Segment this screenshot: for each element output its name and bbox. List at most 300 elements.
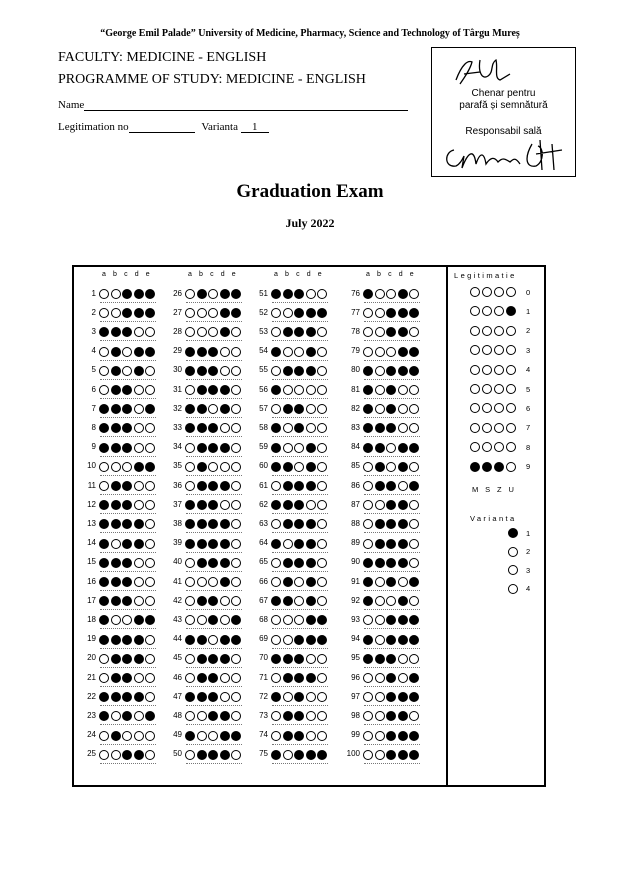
question-number: 62	[259, 499, 268, 509]
empty-bubble	[231, 443, 241, 453]
question-number: 50	[173, 749, 182, 759]
empty-bubble	[145, 750, 155, 760]
empty-bubble	[271, 673, 281, 683]
empty-bubble	[283, 423, 293, 433]
filled-bubble	[409, 443, 419, 453]
empty-bubble	[294, 347, 304, 357]
empty-bubble	[271, 366, 281, 376]
question-number: 7	[91, 403, 96, 413]
empty-bubble	[306, 404, 316, 414]
filled-bubble	[306, 673, 316, 683]
filled-bubble	[283, 673, 293, 683]
filled-bubble	[398, 462, 408, 472]
option-header: a b c d e	[188, 271, 239, 278]
question-number: 66	[259, 576, 268, 586]
filled-bubble	[208, 385, 218, 395]
empty-bubble	[363, 731, 373, 741]
empty-bubble	[375, 366, 385, 376]
empty-bubble	[470, 384, 480, 394]
dotted-guide	[364, 590, 420, 591]
empty-bubble	[409, 385, 419, 395]
dotted-guide	[272, 609, 328, 610]
dotted-guide	[186, 340, 242, 341]
empty-bubble	[271, 731, 281, 741]
filled-bubble	[134, 539, 144, 549]
dotted-guide	[364, 436, 420, 437]
filled-bubble	[111, 404, 121, 414]
empty-bubble	[506, 365, 516, 375]
question-number: 92	[351, 595, 360, 605]
filled-bubble	[283, 404, 293, 414]
filled-bubble	[283, 577, 293, 587]
filled-bubble	[208, 443, 218, 453]
filled-bubble	[363, 366, 373, 376]
filled-bubble	[111, 635, 121, 645]
filled-bubble	[317, 635, 327, 645]
empty-bubble	[283, 385, 293, 395]
empty-bubble	[283, 615, 293, 625]
filled-bubble	[294, 558, 304, 568]
dotted-guide	[100, 648, 156, 649]
filled-bubble	[111, 596, 121, 606]
dotted-guide	[272, 552, 328, 553]
empty-bubble	[220, 673, 230, 683]
filled-bubble	[220, 711, 230, 721]
programme-line: PROGRAMME OF STUDY: MEDICINE - ENGLISH	[58, 72, 366, 87]
question-number: 41	[173, 576, 182, 586]
filled-bubble	[398, 750, 408, 760]
empty-bubble	[185, 481, 195, 491]
empty-bubble	[134, 443, 144, 453]
question-number: 33	[173, 422, 182, 432]
filled-bubble	[386, 366, 396, 376]
dotted-guide	[100, 744, 156, 745]
empty-bubble	[317, 654, 327, 664]
empty-bubble	[111, 539, 121, 549]
filled-bubble	[494, 462, 504, 472]
filled-bubble	[398, 308, 408, 318]
varianta-value: 1	[241, 121, 269, 133]
empty-bubble	[409, 539, 419, 549]
dotted-guide	[186, 360, 242, 361]
filled-bubble	[197, 654, 207, 664]
dotted-guide	[272, 744, 328, 745]
filled-bubble	[134, 692, 144, 702]
empty-bubble	[134, 577, 144, 587]
empty-bubble	[375, 347, 385, 357]
filled-bubble	[185, 366, 195, 376]
name-label: Name	[58, 99, 85, 111]
empty-bubble	[283, 443, 293, 453]
question-number: 31	[173, 384, 182, 394]
question-number: 89	[351, 538, 360, 548]
dotted-guide	[272, 705, 328, 706]
question-number: 73	[259, 710, 268, 720]
dotted-guide	[272, 456, 328, 457]
question-number: 34	[173, 442, 182, 452]
empty-bubble	[134, 673, 144, 683]
filled-bubble	[220, 443, 230, 453]
empty-bubble	[283, 347, 293, 357]
empty-bubble	[122, 366, 132, 376]
filled-bubble	[409, 731, 419, 741]
question-number: 28	[173, 326, 182, 336]
question-number: 98	[351, 710, 360, 720]
question-number: 60	[259, 461, 268, 471]
empty-bubble	[231, 385, 241, 395]
filled-bubble	[363, 289, 373, 299]
filled-bubble	[197, 443, 207, 453]
legitimation-digit: 3	[526, 345, 531, 355]
dotted-guide	[186, 686, 242, 687]
filled-bubble	[197, 366, 207, 376]
empty-bubble	[283, 308, 293, 318]
empty-bubble	[111, 615, 121, 625]
name-blank	[84, 99, 408, 111]
empty-bubble	[386, 462, 396, 472]
empty-bubble	[208, 462, 218, 472]
filled-bubble	[220, 577, 230, 587]
filled-bubble	[398, 539, 408, 549]
empty-bubble	[197, 327, 207, 337]
filled-bubble	[145, 462, 155, 472]
empty-bubble	[386, 443, 396, 453]
question-number: 20	[87, 653, 96, 663]
dotted-guide	[186, 494, 242, 495]
dotted-guide	[186, 513, 242, 514]
question-number: 67	[259, 595, 268, 605]
filled-bubble	[409, 750, 419, 760]
question-number: 46	[173, 672, 182, 682]
varianta-label: Varianta	[201, 121, 238, 133]
legitimation-digit: 4	[526, 365, 531, 375]
university-name: “George Emil Palade” University of Medicine, Pharmacy, Science and Technology of Târgu Mureș	[100, 28, 520, 39]
empty-bubble	[317, 366, 327, 376]
filled-bubble	[231, 635, 241, 645]
filled-bubble	[283, 500, 293, 510]
empty-bubble	[283, 539, 293, 549]
filled-bubble	[122, 539, 132, 549]
question-number: 11	[87, 480, 96, 490]
empty-bubble	[271, 481, 281, 491]
exam-title: Graduation Exam	[236, 181, 384, 202]
empty-bubble	[482, 326, 492, 336]
empty-bubble	[145, 635, 155, 645]
empty-bubble	[470, 287, 480, 297]
filled-bubble	[294, 654, 304, 664]
filled-bubble	[306, 443, 316, 453]
filled-bubble	[122, 481, 132, 491]
dotted-guide	[364, 667, 420, 668]
filled-bubble	[409, 673, 419, 683]
filled-bubble	[398, 289, 408, 299]
empty-bubble	[99, 673, 109, 683]
empty-bubble	[494, 326, 504, 336]
filled-bubble	[271, 347, 281, 357]
filled-bubble	[111, 481, 121, 491]
filled-bubble	[271, 289, 281, 299]
empty-bubble	[317, 443, 327, 453]
filled-bubble	[220, 327, 230, 337]
dotted-guide	[100, 609, 156, 610]
filled-bubble	[111, 654, 121, 664]
empty-bubble	[398, 654, 408, 664]
empty-bubble	[317, 347, 327, 357]
filled-bubble	[306, 558, 316, 568]
empty-bubble	[185, 577, 195, 587]
empty-bubble	[470, 423, 480, 433]
option-header: a b c d e	[366, 271, 417, 278]
question-number: 97	[351, 691, 360, 701]
empty-bubble	[470, 365, 480, 375]
empty-bubble	[306, 692, 316, 702]
question-number: 14	[87, 538, 96, 548]
dotted-guide	[186, 763, 242, 764]
question-number: 65	[259, 557, 268, 567]
empty-bubble	[134, 500, 144, 510]
filled-bubble	[208, 654, 218, 664]
filled-bubble	[363, 635, 373, 645]
filled-bubble	[220, 750, 230, 760]
filled-bubble	[111, 327, 121, 337]
filled-bubble	[111, 692, 121, 702]
filled-bubble	[398, 596, 408, 606]
question-number: 96	[351, 672, 360, 682]
empty-bubble	[208, 635, 218, 645]
dotted-guide	[100, 475, 156, 476]
question-number: 15	[87, 557, 96, 567]
filled-bubble	[283, 366, 293, 376]
legitimation-digit: 1	[526, 306, 531, 316]
filled-bubble	[122, 750, 132, 760]
signature-top	[450, 54, 530, 90]
empty-bubble	[482, 287, 492, 297]
dotted-guide	[364, 398, 420, 399]
empty-bubble	[99, 347, 109, 357]
dotted-guide	[272, 340, 328, 341]
legitimation-digit: 6	[526, 403, 531, 413]
empty-bubble	[145, 443, 155, 453]
filled-bubble	[409, 635, 419, 645]
filled-bubble	[134, 366, 144, 376]
empty-bubble	[99, 289, 109, 299]
empty-bubble	[185, 558, 195, 568]
empty-bubble	[375, 596, 385, 606]
empty-bubble	[99, 366, 109, 376]
empty-bubble	[231, 347, 241, 357]
question-number: 47	[173, 691, 182, 701]
empty-bubble	[134, 385, 144, 395]
legitimation-digit: 2	[526, 326, 531, 336]
question-number: 26	[173, 288, 182, 298]
filled-bubble	[134, 750, 144, 760]
dotted-guide	[100, 686, 156, 687]
empty-bubble	[375, 750, 385, 760]
filled-bubble	[111, 500, 121, 510]
filled-bubble	[220, 731, 230, 741]
signature-bottom	[440, 138, 570, 174]
filled-bubble	[363, 443, 373, 453]
filled-bubble	[220, 385, 230, 395]
filled-bubble	[197, 750, 207, 760]
empty-bubble	[363, 481, 373, 491]
legitimation-blank	[129, 121, 195, 133]
dotted-guide	[100, 436, 156, 437]
empty-bubble	[409, 289, 419, 299]
question-number: 61	[259, 480, 268, 490]
filled-bubble	[294, 750, 304, 760]
filled-bubble	[208, 673, 218, 683]
filled-bubble	[122, 443, 132, 453]
filled-bubble	[208, 347, 218, 357]
dotted-guide	[186, 379, 242, 380]
question-number: 17	[87, 595, 96, 605]
question-number: 36	[173, 480, 182, 490]
question-number: 1	[91, 288, 96, 298]
filled-bubble	[99, 558, 109, 568]
filled-bubble	[220, 308, 230, 318]
filled-bubble	[122, 289, 132, 299]
question-number: 32	[173, 403, 182, 413]
filled-bubble	[208, 539, 218, 549]
dotted-guide	[100, 340, 156, 341]
question-number: 49	[173, 730, 182, 740]
empty-bubble	[375, 673, 385, 683]
filled-bubble	[111, 423, 121, 433]
empty-bubble	[494, 287, 504, 297]
question-number: 59	[259, 442, 268, 452]
question-number: 94	[351, 634, 360, 644]
filled-bubble	[134, 289, 144, 299]
dotted-guide	[186, 436, 242, 437]
name-field	[58, 99, 408, 111]
filled-bubble	[185, 347, 195, 357]
filled-bubble	[197, 539, 207, 549]
empty-bubble	[99, 481, 109, 491]
dotted-guide	[364, 340, 420, 341]
dotted-guide	[364, 360, 420, 361]
filled-bubble	[271, 385, 281, 395]
question-number: 40	[173, 557, 182, 567]
filled-bubble	[386, 539, 396, 549]
empty-bubble	[197, 711, 207, 721]
question-number: 45	[173, 653, 182, 663]
filled-bubble	[134, 654, 144, 664]
empty-bubble	[220, 596, 230, 606]
empty-bubble	[363, 462, 373, 472]
filled-bubble	[197, 558, 207, 568]
dotted-guide	[272, 302, 328, 303]
question-number: 18	[87, 614, 96, 624]
question-number: 81	[351, 384, 360, 394]
stamp-box	[431, 47, 576, 177]
empty-bubble	[231, 539, 241, 549]
filled-bubble	[386, 558, 396, 568]
question-number: 68	[259, 614, 268, 624]
empty-bubble	[231, 462, 241, 472]
filled-bubble	[398, 347, 408, 357]
empty-bubble	[220, 366, 230, 376]
empty-bubble	[386, 347, 396, 357]
question-number: 24	[87, 730, 96, 740]
empty-bubble	[317, 289, 327, 299]
empty-bubble	[409, 462, 419, 472]
dotted-guide	[100, 552, 156, 553]
filled-bubble	[271, 462, 281, 472]
question-number: 51	[259, 288, 268, 298]
empty-bubble	[231, 577, 241, 587]
filled-bubble	[134, 308, 144, 318]
dotted-guide	[186, 475, 242, 476]
filled-bubble	[409, 577, 419, 587]
empty-bubble	[134, 423, 144, 433]
dotted-guide	[186, 590, 242, 591]
dotted-guide	[272, 724, 328, 725]
empty-bubble	[508, 584, 518, 594]
empty-bubble	[134, 327, 144, 337]
empty-bubble	[231, 654, 241, 664]
dotted-guide	[186, 417, 242, 418]
filled-bubble	[220, 289, 230, 299]
filled-bubble	[197, 385, 207, 395]
dotted-guide	[186, 667, 242, 668]
question-number: 8	[91, 422, 96, 432]
empty-bubble	[197, 615, 207, 625]
question-number: 100	[346, 749, 360, 759]
dotted-guide	[364, 724, 420, 725]
filled-bubble	[294, 289, 304, 299]
empty-bubble	[317, 385, 327, 395]
filled-bubble	[283, 558, 293, 568]
empty-bubble	[494, 365, 504, 375]
question-number: 86	[351, 480, 360, 490]
empty-bubble	[220, 615, 230, 625]
filled-bubble	[386, 635, 396, 645]
question-number: 39	[173, 538, 182, 548]
empty-bubble	[375, 692, 385, 702]
empty-bubble	[185, 289, 195, 299]
empty-bubble	[197, 731, 207, 741]
legitimation-field	[58, 121, 269, 133]
question-number: 27	[173, 307, 182, 317]
empty-bubble	[185, 443, 195, 453]
filled-bubble	[398, 731, 408, 741]
empty-bubble	[145, 385, 155, 395]
filled-bubble	[409, 481, 419, 491]
dotted-guide	[364, 552, 420, 553]
question-number: 48	[173, 710, 182, 720]
filled-bubble	[294, 673, 304, 683]
question-number: 58	[259, 422, 268, 432]
dotted-guide	[100, 456, 156, 457]
filled-bubble	[306, 539, 316, 549]
filled-bubble	[386, 654, 396, 664]
dotted-guide	[100, 513, 156, 514]
empty-bubble	[508, 547, 518, 557]
empty-bubble	[208, 289, 218, 299]
filled-bubble	[197, 462, 207, 472]
dotted-guide	[272, 686, 328, 687]
filled-bubble	[482, 462, 492, 472]
dotted-guide	[186, 398, 242, 399]
filled-bubble	[111, 347, 121, 357]
empty-bubble	[145, 731, 155, 741]
question-number: 70	[259, 653, 268, 663]
dotted-guide	[186, 705, 242, 706]
question-number: 54	[259, 346, 268, 356]
empty-bubble	[208, 577, 218, 587]
empty-bubble	[306, 423, 316, 433]
